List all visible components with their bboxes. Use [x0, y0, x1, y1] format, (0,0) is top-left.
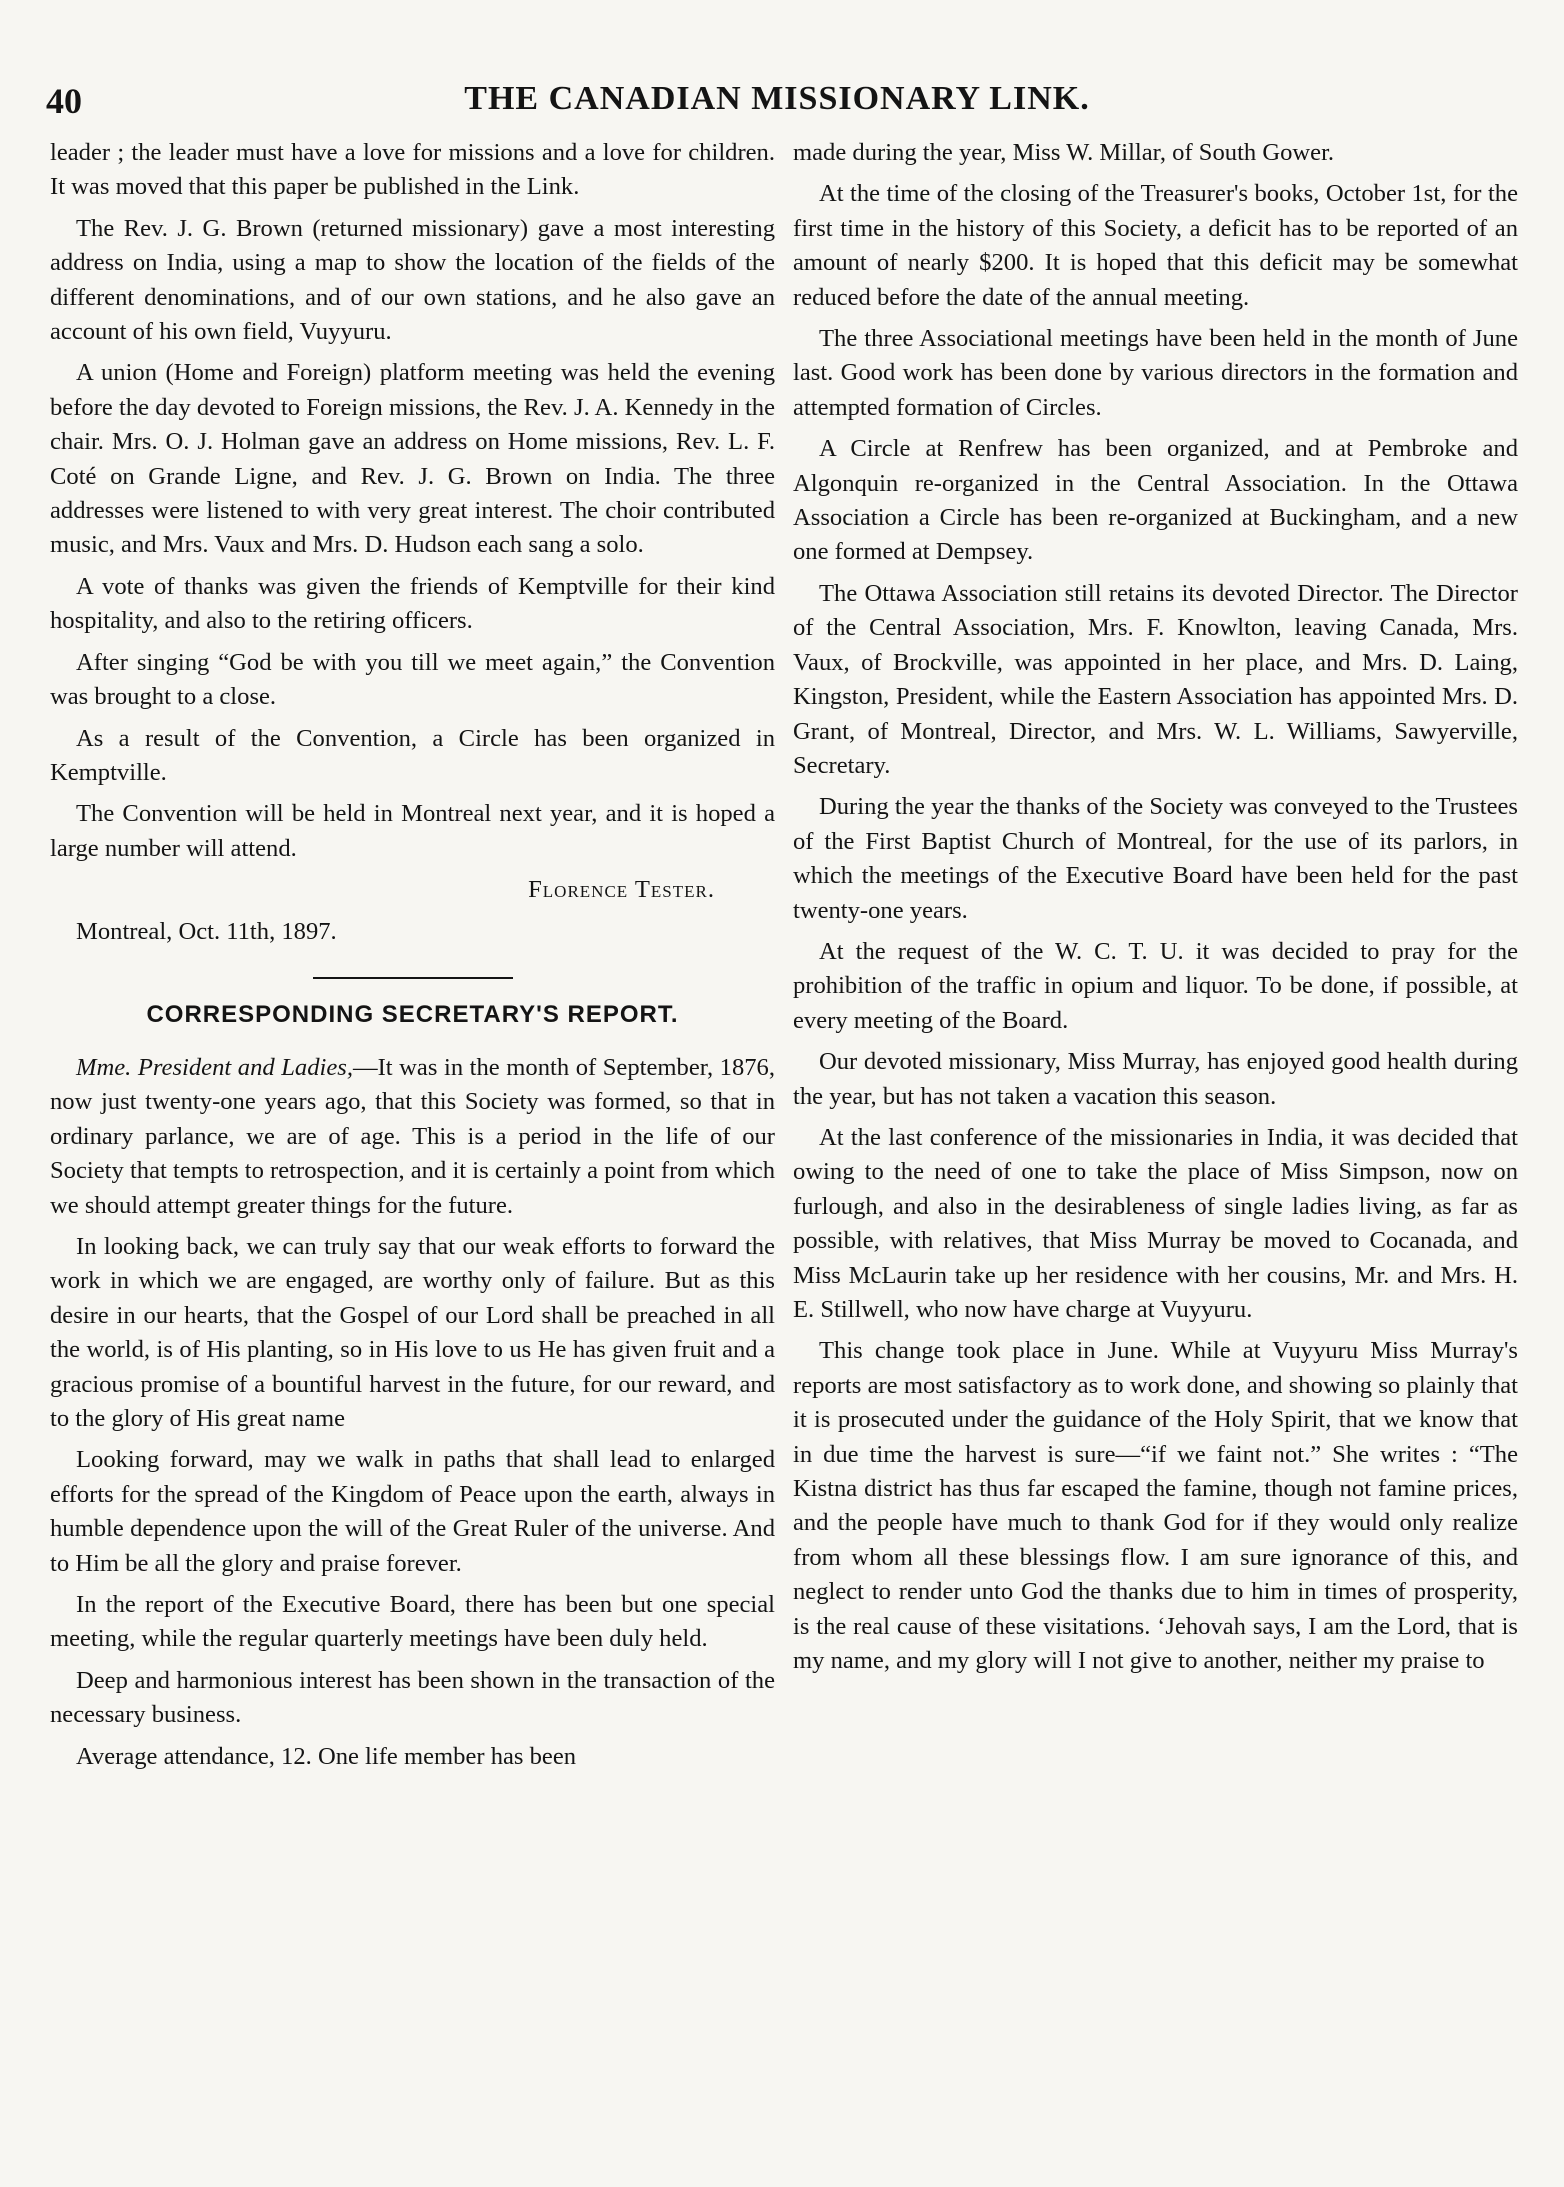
paragraph: After singing “God be with you till we meet again,” the Convention was brought to a close. [50, 648, 775, 711]
paragraph: A vote of thanks was given the friends of Kemptville for their kind hospitality, and also to the retiring officers. [50, 572, 775, 635]
paragraph: At the time of the closing of the Treasurer's books, October 1st, for the first time in the history of this Society, a deficit has to be reported of an amount of nearly $200. It is hoped that this deficit may be somewhat reduced before the date of the annual meeting. [793, 180, 1518, 311]
paragraph: Looking forward, may we walk in paths that shall lead to enlarged efforts for the spread of the Kingdom of Peace upon the earth, always in humble dependence upon the will of the Great Ruler of the universe. And to Him be all the glory and praise forever. [50, 1446, 775, 1577]
paragraph: The Ottawa Association still retains its devoted Director. The Director of the Central Association, Mrs. F. Knowlton, leaving Canada, Mrs. Vaux, of Brockville, was appointed in her place, and Mrs. D. Laing, Kingston, President, while the Eastern Association has appointed Mrs. D. Grant, of Montreal, Director, and Mrs. W. L. Williams, Sawyerville, Secretary. [793, 579, 1518, 779]
paragraph: As a result of the Convention, a Circle has been organized in Kemptville. [50, 724, 775, 786]
paragraph: During the year the thanks of the Society was conveyed to the Trustees of the First Baptist Church of Montreal, for the use of its parlors, in which the meetings of the Executive Board have been held for the past twenty-one years. [793, 793, 1518, 924]
paragraph: Deep and harmonious interest has been shown in the transaction of the necessary business. [50, 1666, 775, 1729]
left-column [50, 136, 775, 1781]
paragraph [50, 1051, 775, 1223]
paragraph: At the last conference of the missionaries in India, it was decided that owing to the need of one to take the place of Miss Simpson, now on furlough, and also in the desirableness of single ladies living, as far as possible, with relatives, that Miss Murray be moved to Cocanada, and Miss McLaurin take up her residence with her cousins, Mr. and Mrs. H. E. Stillwell, who now have charge at Vuyyuru. [793, 1123, 1518, 1323]
page-number: 40 [46, 81, 82, 121]
section-divider [313, 977, 513, 979]
paragraph: In the report of the Executive Board, there has been but one special meeting, while the regular quarterly meetings have been duly held. [50, 1591, 775, 1653]
salutation: Mme. President and Ladies, [76, 1053, 353, 1081]
signature: Florence Tester. [528, 876, 715, 904]
paragraph: The Convention will be held in Montreal next year, and it is hoped a large number will attend. [50, 800, 775, 862]
journal-title: THE CANADIAN MISSIONARY LINK. [464, 80, 1090, 117]
paragraph: The three Associational meetings have been held in the month of June last. Good work has been done by various directors in the formation and attempted formation of Circles. [793, 325, 1518, 421]
paragraph: At the request of the W. C. T. U. it was decided to pray for the prohibition of the traffic in opium and liquor. To be done, if possible, at every meeting of the Board. [793, 937, 1518, 1034]
paragraph: The Rev. J. G. Brown (returned missionary) gave a most interesting address on India, using a map to show the location of the fields of the different denominations, and of our own stations, and he also gave an account of his own field, Vuyyuru. [50, 214, 775, 346]
paragraph: A Circle at Renfrew has been organized, and at Pembroke and Algonquin re-organized in the Central Association. In the Ottawa Association a Circle has been re-organized at Buckingham, and a new one formed at Dempsey. [793, 435, 1518, 566]
paragraph: In looking back, we can truly say that our weak efforts to forward the work in which we are engaged, are worthy only of failure. But as this desire in our hearts, that the Gospel of our Lord shall be preached in all the world, is of His planting, so in His love to us He has given fruit and a gracious promise of a bountiful harvest in the future, for our reward, and to the glory of His great name [50, 1232, 775, 1432]
running-head [46, 80, 1508, 130]
paragraph: Average attendance, 12. One life member has been [76, 1742, 577, 1770]
section-heading: CORRESPONDING SECRETARY'S REPORT. [146, 1000, 679, 1028]
paragraph: made during the year, Miss W. Millar, of South Gower. [793, 139, 1335, 166]
paragraph: This change took place in June. While at Vuyyuru Miss Murray's reports are most satisfactory as to work done, and showing so plainly that it is prosecuted under the guidance of the Holy Spirit, that we know that in due time the harvest is sure—“if we faint not.” She writes : “The Kistna district has thus far escaped the famine, though not famine prices, and the people have much to thank God for if they would only realize from whom all these blessings flow. I am sure ignorance of this, and neglect to render unto God the thanks due to him in times of prosperity, is the real cause of these visitations. ‘Jehovah says, I am the Lord, that is my name, and my glory will I not give to another, neither my praise to [793, 1337, 1518, 1675]
paragraph-text: —It was in the month of September, 1876, now just twenty-one years ago, that this Society was formed, so that in ordinary parlance, we are of age. This is a period in the life of our Society that tempts to retrospection, and it is certainly a point from which we should attempt greater things for the future. [50, 1053, 775, 1219]
paragraph: A union (Home and Foreign) platform meeting was held the evening before the day devoted to Foreign missions, the Rev. J. A. Kennedy in the chair. Mrs. O. J. Holman gave an address on Home missions, Rev. L. F. Coté on Grande Ligne, and Rev. J. G. Brown on India. The three addresses were listened to with very great interest. The choir contributed music, and Mrs. Vaux and Mrs. D. Hudson each sang a solo. [50, 359, 775, 559]
right-column [793, 136, 1518, 1685]
dateline: Montreal, Oct. 11th, 1897. [76, 917, 337, 945]
paragraph: leader ; the leader must have a love for missions and a love for children. It was moved that this paper be published in the Link. [50, 139, 775, 201]
paragraph: Our devoted missionary, Miss Murray, has enjoyed good health during the year, but has not taken a vacation this season. [793, 1048, 1518, 1110]
